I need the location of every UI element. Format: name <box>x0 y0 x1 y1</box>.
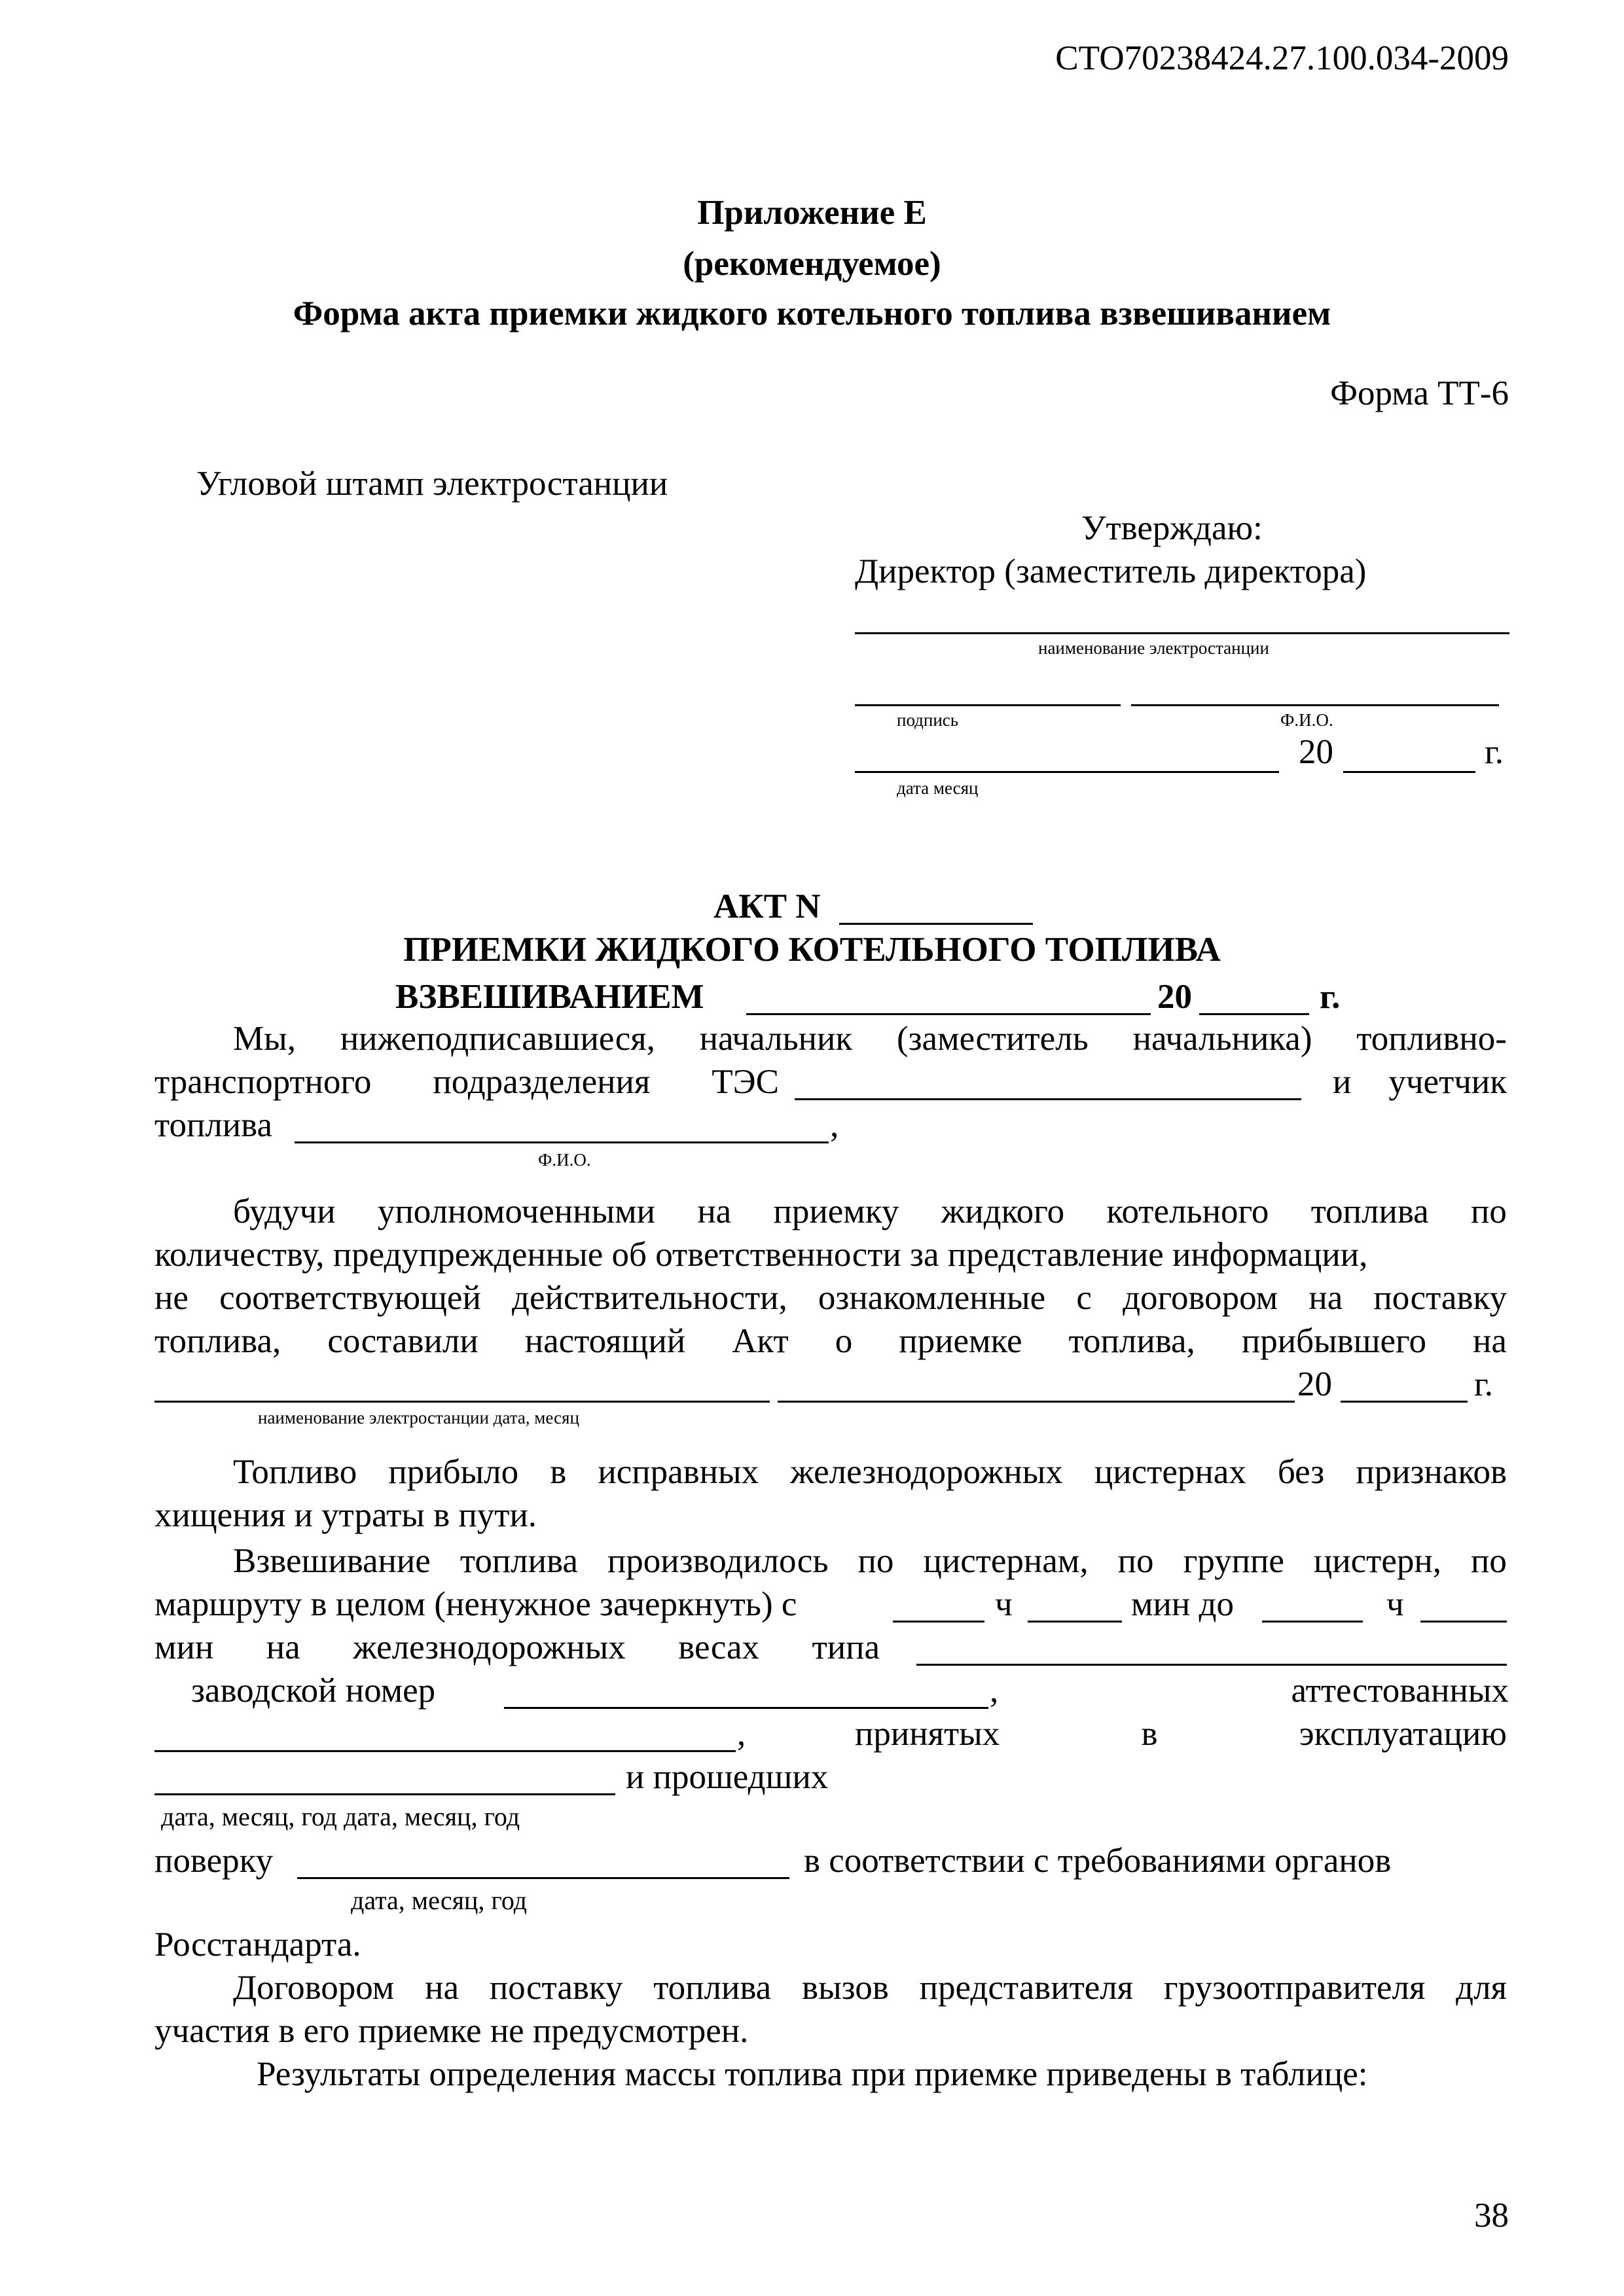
approve-label: Утверждаю: <box>1081 509 1263 547</box>
passed-label: и прошедших <box>626 1758 829 1796</box>
fio-line <box>1131 704 1499 706</box>
act-number-line <box>839 923 1033 925</box>
certification-comma: , <box>737 1715 746 1753</box>
para2-line4: топлива, составили настоящий Акт о приемке топлива, прибывшего на <box>154 1322 1507 1360</box>
page-number: 38 <box>1474 2197 1509 2234</box>
approval-year-suffix: г. <box>1485 733 1504 771</box>
scales-type-line <box>916 1664 1507 1666</box>
signature-hint: подпись <box>897 710 959 730</box>
certified-label: аттестованных <box>1291 1672 1509 1710</box>
para2-line2: количеству, предупрежденные об ответственности за представление информации, <box>154 1236 1368 1274</box>
end-minutes-line <box>1420 1621 1507 1623</box>
para4-line2-text: маршруту в целом (ненужное зачеркнуть) с <box>154 1585 797 1623</box>
act-year-suffix: г. <box>1320 978 1341 1016</box>
signature-line <box>855 704 1121 706</box>
para3-line1: Топливо прибыло в исправных железнодорожных цистернах без признаков <box>233 1453 1507 1491</box>
para1-line3-prefix: топлива <box>154 1106 272 1144</box>
para1-line2a: транспортного подразделения ТЭС <box>154 1063 779 1101</box>
min-to-label: мин до <box>1131 1585 1234 1623</box>
serial-number-label: заводской номер <box>191 1672 436 1710</box>
serial-number-line <box>504 1707 988 1709</box>
plant-name-line-2 <box>154 1401 770 1403</box>
para1-line2b: и учетчик <box>1333 1063 1507 1101</box>
tps-unit-line <box>795 1098 1301 1100</box>
certification-date-line <box>154 1750 736 1752</box>
start-hours-line <box>893 1621 984 1623</box>
date-hint: дата месяц <box>897 778 979 798</box>
para5-line2: участия в его приемке не предусмотрен. <box>154 2012 749 2050</box>
fio-hint: Ф.И.О. <box>1280 710 1333 730</box>
appendix-form-title: Форма акта приемки жидкого котельного топлива взвешиванием <box>293 295 1331 332</box>
para2-year-suffix: г. <box>1474 1365 1494 1403</box>
year-line <box>1343 771 1475 773</box>
plant-name-hint: наименование электростанции <box>1038 638 1269 658</box>
appendix-status: (рекомендуемое) <box>683 245 941 283</box>
accountant-fio-hint: Ф.И.О. <box>538 1150 591 1170</box>
act-year-line <box>1199 1013 1309 1015</box>
arrival-date-line <box>778 1401 1295 1403</box>
commissioning-date-line <box>154 1793 615 1795</box>
document-code: СТО70238424.27.100.034-2009 <box>1055 39 1509 77</box>
para6-text: Результаты определения массы топлива при приемке приведены в таблице: <box>257 2055 1368 2093</box>
verification-date-hint: дата, месяц, год <box>351 1886 528 1915</box>
para2-year-prefix: 20 <box>1297 1365 1332 1403</box>
date-line <box>855 771 1279 773</box>
para5-line1: Договором на поставку топлива вызов представителя грузоотправителя для <box>233 1969 1507 2007</box>
para2-line1: будучи уполномоченными на приемку жидкого котельного топлива по <box>233 1193 1507 1230</box>
para1-line3-comma: , <box>830 1106 839 1144</box>
verification-label: поверку <box>154 1842 274 1880</box>
act-title-line3: ВЗВЕШИВАНИЕМ <box>395 978 704 1016</box>
approval-year-prefix: 20 <box>1299 733 1333 771</box>
form-label: Форма ТТ-6 <box>1330 374 1509 412</box>
para4-line3: мин на железнодорожных весах типа <box>154 1628 880 1666</box>
rosstandart-text: Росстандарта. <box>154 1926 361 1964</box>
para4-accepted: принятых в эксплуатацию <box>855 1715 1507 1753</box>
requirement-text: в соответствии с требованиями органов <box>804 1842 1392 1880</box>
dates-hint: дата, месяц, год дата, месяц, год <box>161 1802 520 1831</box>
accountant-fio-line <box>295 1141 829 1143</box>
end-hours-line <box>1262 1621 1363 1623</box>
corner-stamp-label: Угловой штамп электростанции <box>196 465 668 503</box>
act-title-line2: ПРИЕМКИ ЖИДКОГО КОТЕЛЬНОГО ТОПЛИВА <box>403 931 1221 969</box>
para2-hint: наименование электростанции дата, месяц <box>258 1408 579 1427</box>
end-hours-label: ч <box>1386 1585 1404 1623</box>
para4-line1: Взвешивание топлива производилось по цистернам, по группе цистерн, по <box>233 1542 1507 1580</box>
plant-name-line <box>855 632 1509 634</box>
para3-line2: хищения и утраты в пути. <box>154 1496 537 1534</box>
para2-line3: не соответствующей действительности, ознакомленные с договором на поставку <box>154 1279 1507 1317</box>
act-number-label: АКТ N <box>713 888 821 925</box>
serial-comma: , <box>990 1672 999 1710</box>
director-label: Директор (заместитель директора) <box>855 552 1367 590</box>
para1-line1: Мы, нижеподписавшиеся, начальник (заместитель начальника) топливно- <box>233 1020 1507 1058</box>
act-year-prefix: 20 <box>1157 978 1192 1016</box>
para2-year-line <box>1341 1401 1468 1403</box>
act-date-line <box>746 1013 1151 1015</box>
start-minutes-line <box>1028 1621 1122 1623</box>
start-hours-label: ч <box>995 1585 1013 1623</box>
verification-date-line <box>297 1877 789 1879</box>
appendix-title: Приложение Е <box>697 194 927 232</box>
